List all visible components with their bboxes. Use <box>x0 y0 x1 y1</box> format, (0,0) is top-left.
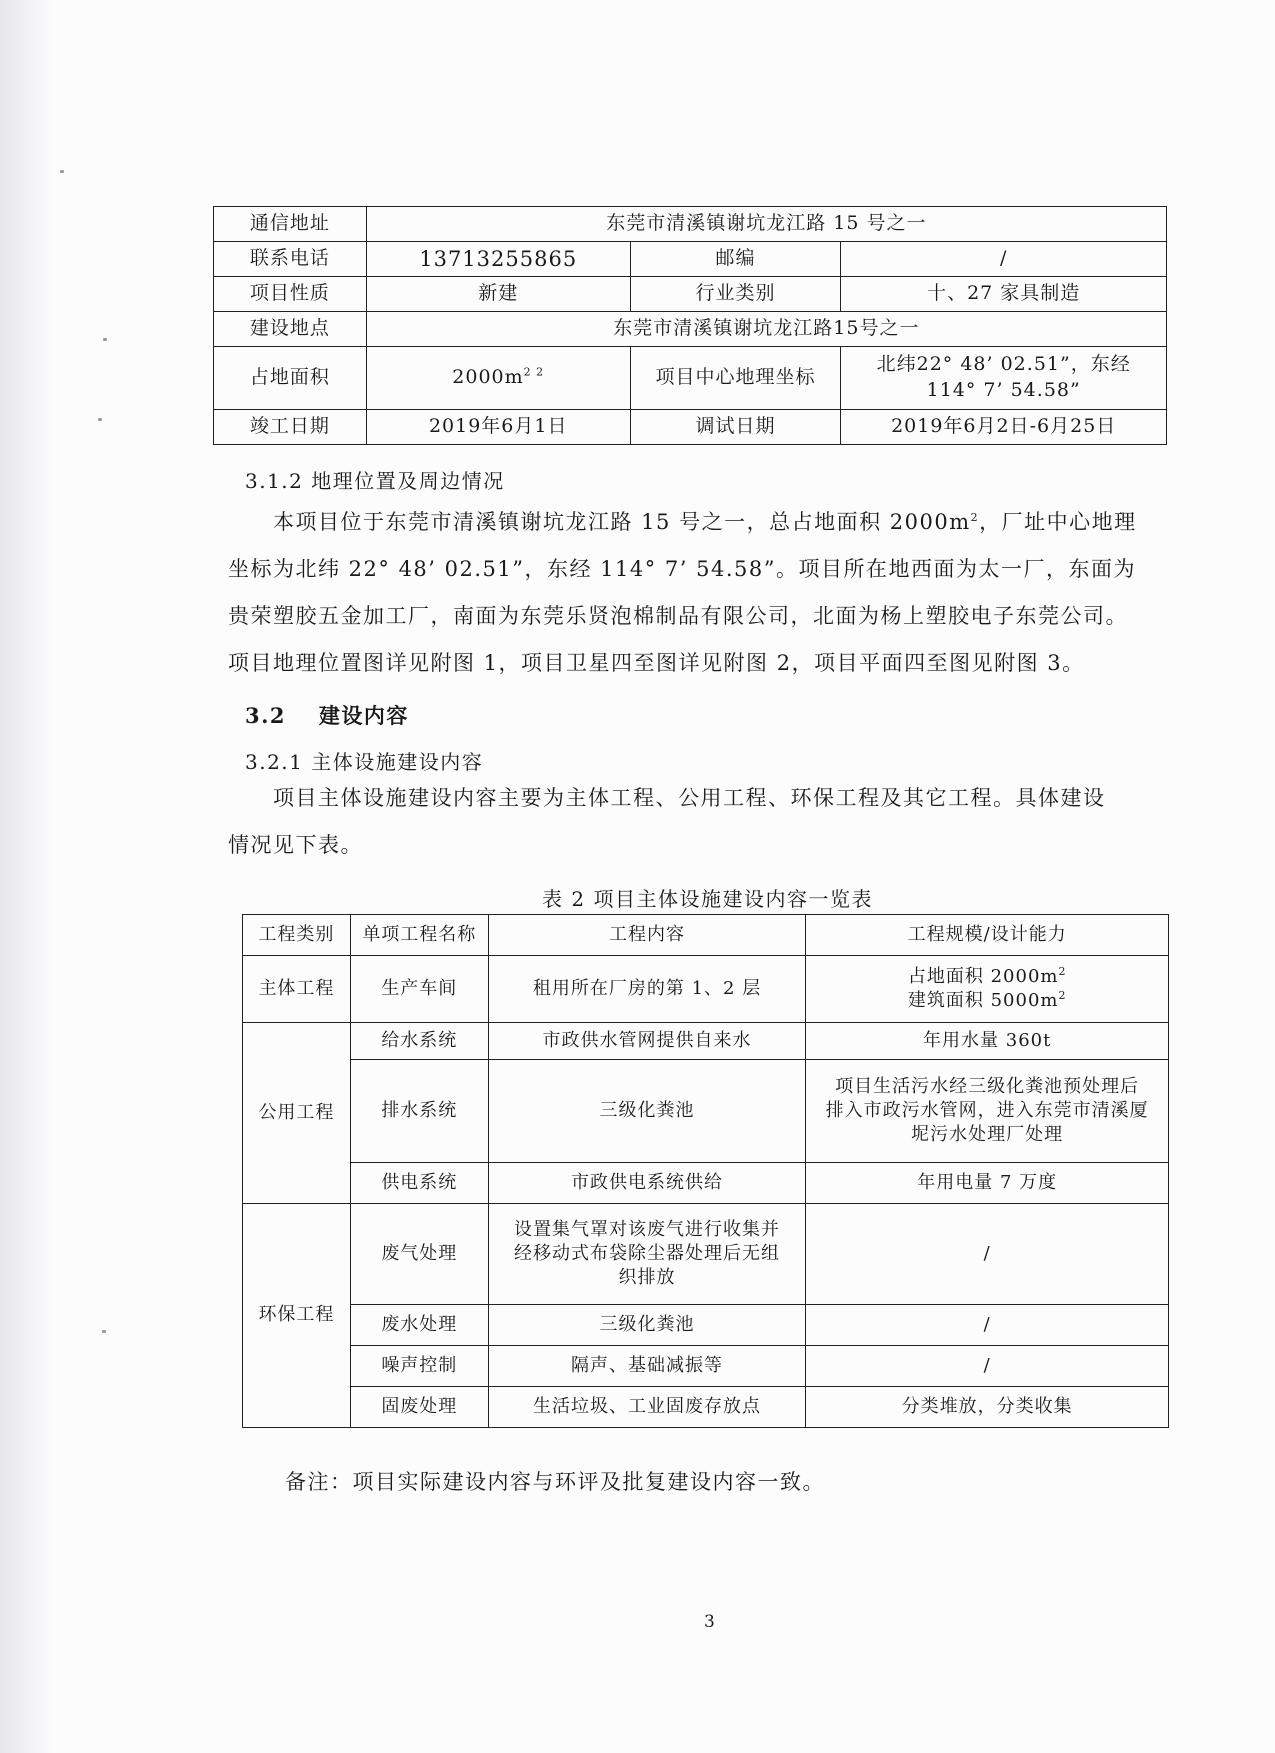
scale-line <box>810 989 1164 1013</box>
table-row <box>243 1163 1169 1204</box>
text-span: 本项目位于东莞市清溪镇谢坑龙江路 15 号之一，总占地面积 2000m <box>273 510 971 534</box>
drainage-scale <box>806 1060 1169 1163</box>
table-row <box>214 277 1167 312</box>
value-nature: 新建 <box>366 277 630 312</box>
label-postcode: 邮编 <box>630 242 841 277</box>
main-category: 主体工程 <box>243 956 351 1023</box>
section-312-paragraph <box>228 494 1188 687</box>
table2-caption: 表 2 项目主体设施建设内容一览表 <box>542 887 873 911</box>
label-industry: 行业类别 <box>630 277 841 312</box>
text-span: ，厂址中心地理 <box>979 510 1137 534</box>
header-content: 工程内容 <box>488 915 806 956</box>
table-row <box>214 410 1167 445</box>
value-industry: 十、27 家具制造 <box>841 277 1167 312</box>
scan-shadow <box>0 0 52 1753</box>
label-nature: 项目性质 <box>214 277 367 312</box>
scan-speck <box>102 1330 106 1333</box>
section-312-heading: 3.1.2 地理位置及周边情况 <box>245 469 505 493</box>
value-debug: 2019年6月2日-6月25日 <box>841 410 1167 445</box>
label-address: 通信地址 <box>214 207 367 242</box>
paragraph-line <box>228 494 1188 546</box>
section-number: 3.2 <box>245 703 287 728</box>
paragraph-line: 情况见下表。 <box>228 833 363 857</box>
header-category: 工程类别 <box>243 915 351 956</box>
solid-waste-scale: 分类堆放，分类收集 <box>806 1387 1169 1428</box>
table-row <box>243 1305 1169 1346</box>
water-supply-name: 给水系统 <box>350 1023 488 1060</box>
section-title: 建设内容 <box>318 703 409 728</box>
scan-speck <box>98 418 102 421</box>
paragraph-line: 坐标为北纬 22° 48’ 02.51”，东经 114° 7’ 54.58”。项目所在地西面为太一厂，东面为 <box>228 557 1136 581</box>
value-phone: 13713255865 <box>366 242 630 277</box>
power-scale: 年用电量 7 万度 <box>806 1163 1169 1204</box>
header-scale: 工程规模/设计能力 <box>806 915 1169 956</box>
coord-line-1: 北纬22° 48’ 02.51”，东经 <box>876 353 1131 376</box>
table-row <box>214 312 1167 347</box>
table-header-row <box>243 915 1169 956</box>
paragraph-line: 项目主体设施建设内容主要为主体工程、公用工程、环保工程及其它工程。具体建设 <box>273 786 1106 810</box>
section-321-heading: 3.2.1 主体设施建设内容 <box>245 750 484 774</box>
exhaust-content <box>488 1204 806 1305</box>
public-category: 公用工程 <box>243 1023 351 1204</box>
value-location: 东莞市清溪镇谢坑龙江路15号之一 <box>366 312 1166 347</box>
scale-line: 坭污水处理厂处理 <box>911 1124 1064 1146</box>
scale-line: 排入市政污水管网，进入东莞市清溪厦 <box>825 1099 1149 1121</box>
main-content: 租用所在厂房的第 1、2 层 <box>488 956 806 1023</box>
label-debug: 调试日期 <box>630 410 841 445</box>
main-name: 生产车间 <box>350 956 488 1023</box>
table-row <box>243 1204 1169 1305</box>
table-row <box>243 956 1169 1023</box>
solid-waste-content: 生活垃圾、工业固废存放点 <box>488 1387 806 1428</box>
wastewater-name: 废水处理 <box>350 1305 488 1346</box>
noise-name: 噪声控制 <box>350 1346 488 1387</box>
paragraph-line: 贵荣塑胶五金加工厂，南面为东莞乐贤泡棉制品有限公司，北面为杨上塑胶电子东莞公司。 <box>228 604 1128 628</box>
noise-scale: / <box>806 1346 1169 1387</box>
drainage-name: 排水系统 <box>350 1060 488 1163</box>
exhaust-scale: / <box>806 1204 1169 1305</box>
power-content: 市政供电系统供给 <box>488 1163 806 1204</box>
wastewater-scale: / <box>806 1305 1169 1346</box>
solid-waste-name: 固废处理 <box>350 1387 488 1428</box>
noise-content: 隔声、基础减振等 <box>488 1346 806 1387</box>
section-32-heading <box>245 700 409 730</box>
superscript: 2 <box>970 511 980 524</box>
text-span: 建筑面积 5000m <box>907 990 1059 1011</box>
label-coordinates: 项目中心地理坐标 <box>630 347 841 410</box>
table-row <box>243 1387 1169 1428</box>
label-location: 建设地点 <box>214 312 367 347</box>
env-category: 环保工程 <box>243 1204 351 1428</box>
value-coordinates <box>841 347 1167 410</box>
power-name: 供电系统 <box>350 1163 488 1204</box>
construction-content-table <box>242 914 1169 1428</box>
label-completion: 竣工日期 <box>214 410 367 445</box>
section-321-paragraph <box>228 775 1188 869</box>
exhaust-name: 废气处理 <box>350 1204 488 1305</box>
header-name: 单项工程名称 <box>350 915 488 956</box>
label-phone: 联系电话 <box>214 242 367 277</box>
superscript: 2 <box>1058 989 1067 1002</box>
page-number: 3 <box>704 1612 717 1632</box>
value-area <box>366 347 630 410</box>
table-row <box>243 1060 1169 1163</box>
table-row <box>214 242 1167 277</box>
paragraph-line: 项目地理位置图详见附图 1，项目卫星四至图详见附图 2，项目平面四至图见附图 3。 <box>228 651 1085 675</box>
table-row <box>243 1346 1169 1387</box>
scan-speck <box>103 338 107 341</box>
text-span: 占地面积 2000m <box>907 965 1059 987</box>
scale-line <box>810 965 1164 989</box>
table-row <box>243 1023 1169 1060</box>
wastewater-content: 三级化粪池 <box>488 1305 806 1346</box>
label-area: 占地面积 <box>214 347 367 410</box>
coord-line-2: 114° 7’ 54.58” <box>926 379 1081 401</box>
content-line: 织排放 <box>618 1267 676 1289</box>
content-line: 设置集气罩对该废气进行收集并 <box>514 1218 781 1240</box>
scan-speck <box>60 170 64 173</box>
content-line: 经移动式布袋除尘器处理后无组 <box>514 1242 781 1264</box>
water-supply-content: 市政供水管网提供自来水 <box>488 1023 806 1060</box>
area-superscript: 2 2 <box>523 365 545 379</box>
table-row <box>214 347 1167 410</box>
main-scale <box>806 956 1169 1023</box>
project-info-table <box>213 206 1167 445</box>
scale-line: 项目生活污水经三级化粪池预处理后 <box>835 1075 1140 1097</box>
value-postcode: / <box>841 242 1167 277</box>
table-row <box>214 207 1167 242</box>
superscript: 2 <box>1058 964 1067 978</box>
drainage-content: 三级化粪池 <box>488 1060 806 1163</box>
value-address: 东莞市清溪镇谢坑龙江路 15 号之一 <box>366 207 1166 242</box>
area-value: 2000m <box>452 366 524 389</box>
value-completion: 2019年6月1日 <box>366 410 630 445</box>
table-note: 备注：项目实际建设内容与环评及批复建设内容一致。 <box>285 1470 825 1494</box>
water-supply-scale: 年用水量 360t <box>806 1023 1169 1060</box>
